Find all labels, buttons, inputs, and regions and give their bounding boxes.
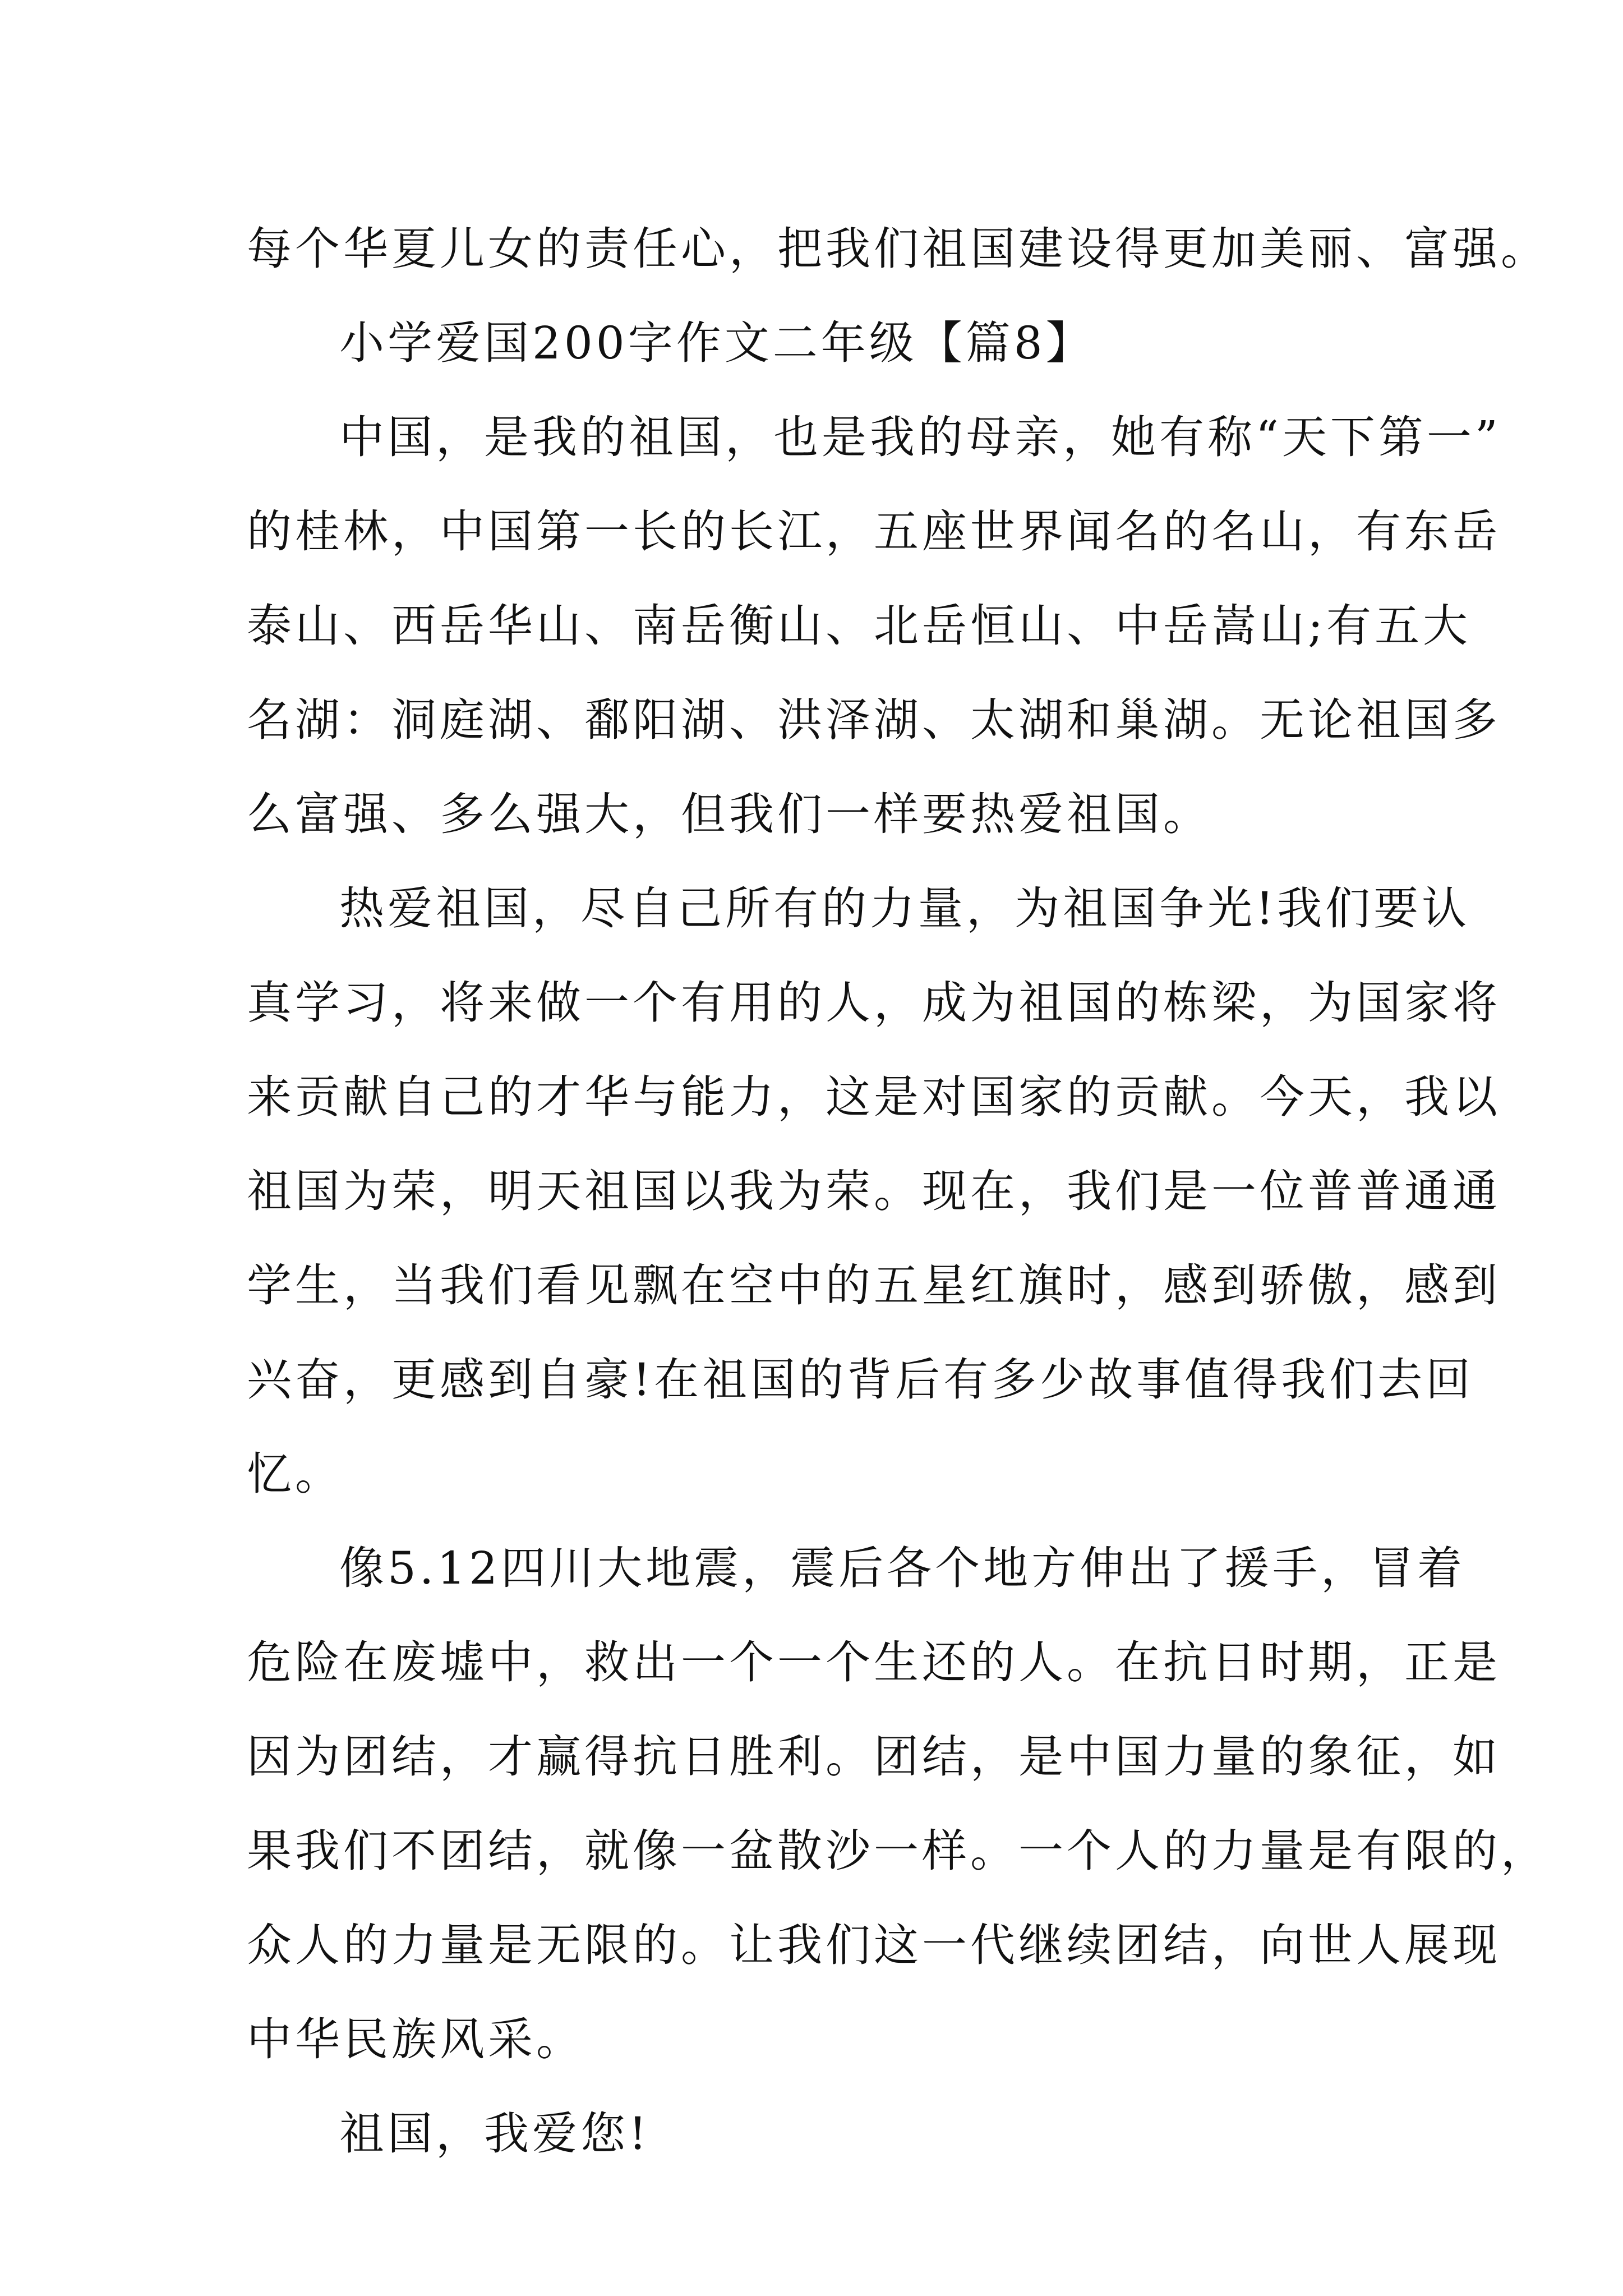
- text-line: 众人的力量是无限的。让我们这一代继续团结，向世人展现: [247, 1919, 1501, 1971]
- text-line: 中华民族风采。: [247, 2013, 584, 2065]
- text-line: 泰山、西岳华山、南岳衡山、北岳恒山、中岳嵩山;有五大: [247, 600, 1471, 652]
- text-line: 果我们不团结，就像一盆散沙一样。一个人的力量是有限的，: [247, 1825, 1549, 1877]
- text-line: 危险在废墟中，救出一个一个生还的人。在抗日时期，正是: [247, 1636, 1501, 1688]
- text-line: 兴奋，更感到自豪!在祖国的背后有多少故事值得我们去回: [247, 1354, 1474, 1406]
- text-line: 每个华夏儿女的责任心，把我们祖国建设得更加美丽、富强。: [247, 223, 1549, 275]
- text-line: 热爱祖国，尽自己所有的力量，为祖国争光!我们要认: [339, 882, 1470, 935]
- text-line: 来贡献自己的才华与能力，这是对国家的贡献。今天，我以: [247, 1071, 1501, 1123]
- text-line: 真学习，将来做一个有用的人，成为祖国的栋梁，为国家将: [247, 977, 1501, 1029]
- section-heading: 小学爱国200字作文二年级【篇8】: [339, 317, 1094, 369]
- text-line: 的桂林，中国第一长的长江，五座世界闻名的名山，有东岳: [247, 505, 1501, 558]
- text-line: 么富强、多么强大，但我们一样要热爱祖国。: [247, 788, 1211, 840]
- text-line: 忆。: [247, 1448, 343, 1500]
- text-line: 因为团结，才赢得抗日胜利。团结，是中国力量的象征，如: [247, 1731, 1501, 1783]
- text-line: 学生，当我们看见飘在空中的五星红旗时，感到骄傲，感到: [247, 1259, 1501, 1312]
- text-line: 名湖：洞庭湖、鄱阳湖、洪泽湖、太湖和巢湖。无论祖国多: [247, 694, 1501, 746]
- document-body: [247, 202, 1549, 2181]
- text-line: 祖国为荣，明天祖国以我为荣。现在，我们是一位普普通通: [247, 1165, 1501, 1217]
- text-line: 像5.12四川大地震，震后各个地方伸出了援手，冒着: [339, 1542, 1466, 1594]
- text-line: 祖国，我爱您!: [339, 2108, 651, 2160]
- text-line: 中国，是我的祖国，也是我的母亲，她有称“天下第一”: [339, 411, 1501, 463]
